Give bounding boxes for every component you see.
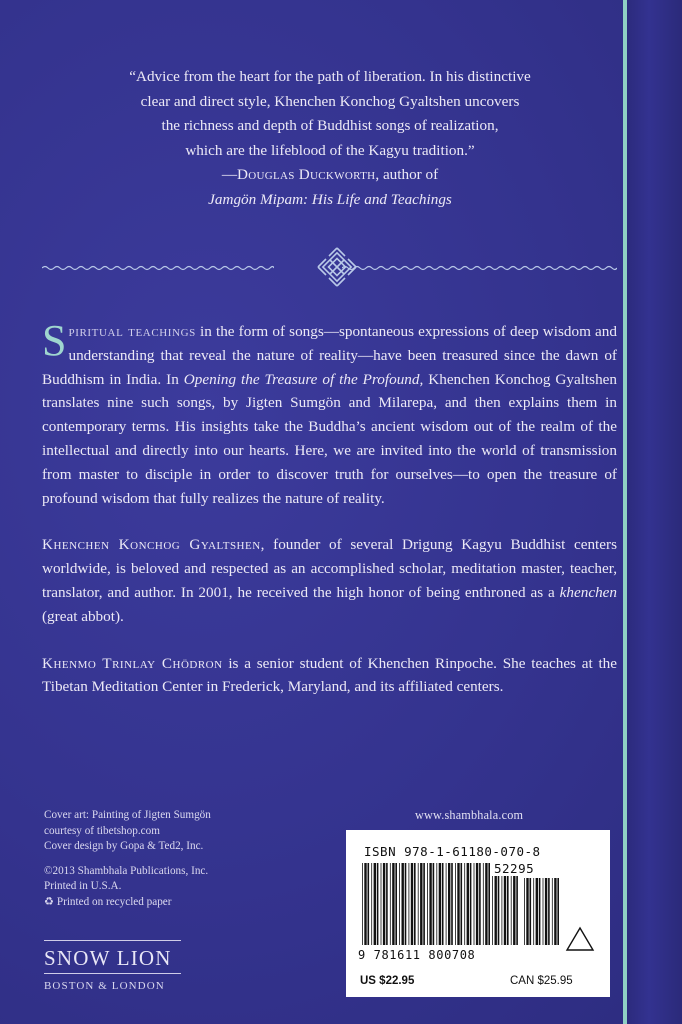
book-title: Opening the Treasure of the Profound,: [183, 370, 424, 388]
endorser-name: Douglas Duckworth: [237, 166, 376, 183]
barcode-bar: [377, 863, 379, 945]
barcode-bar: [420, 863, 422, 945]
wave-rule-right: [342, 265, 617, 271]
barcode-bar: [392, 863, 394, 945]
barcode-bar: [448, 863, 450, 945]
ornamental-divider: [42, 244, 617, 290]
endorsement-quote: [40, 65, 620, 212]
barcode-bar: [402, 863, 404, 945]
copyright-line: ©2013 Shambhala Publications, Inc.: [44, 864, 209, 877]
triangle-icon: [565, 926, 595, 952]
barcode-bar: [362, 863, 363, 945]
logo-rule: [44, 973, 181, 974]
barcode-bar: [470, 863, 472, 945]
barcode-bar: [395, 863, 397, 945]
barcode-bar: [409, 863, 410, 945]
quote-line: “Advice from the heart for the path of liberation. In his distinctive: [129, 68, 531, 85]
barcode-bar: [439, 863, 441, 945]
barcode-bar: [485, 863, 487, 945]
barcode-bar: [474, 863, 475, 945]
printed-line: Printed in U.S.A.: [44, 880, 122, 893]
price-code: 52295: [494, 861, 535, 876]
barcode-bar: [433, 863, 435, 945]
credits-block: [44, 808, 304, 911]
barcode-bar: [427, 863, 428, 945]
barcode-bar: [418, 863, 419, 945]
translator-bio: Khenmo Trinlay Chödron is a senior student of Khenchen Rinpoche. She teaches at the Tibetan Meditation Center in Frederick, Maryland, and its affiliated centers.: [42, 654, 618, 696]
logo-rule: [44, 940, 181, 941]
barcode-bar: [455, 863, 456, 945]
teal-spine-stripe: [623, 0, 627, 1024]
barcode-bar: [371, 863, 372, 945]
barcode-bar: [405, 863, 407, 945]
barcode-bar: [488, 863, 490, 945]
barcode-bar: [464, 863, 465, 945]
barcode-bar: [436, 863, 437, 945]
cover-art-credit: Cover art: Painting of Jigten Sumgön: [44, 809, 211, 821]
barcode-bar: [533, 878, 534, 945]
barcode-bar: [554, 878, 556, 945]
barcode-box: [346, 830, 610, 997]
wave-rule-left: [42, 265, 274, 271]
barcode-bar: [442, 863, 444, 945]
us-price: US $22.95: [360, 975, 415, 987]
book-description: [42, 316, 618, 722]
barcode-bar: [446, 863, 447, 945]
description-paragraph: Spiritual teachings in the form of songs—spontaneous expressions of deep wisdom and understanding that reveal the nature of reality—have been treasured since the dawn of Buddhism in India. In Opening the Treasure of the Profound, Khenchen Konchog Gyaltshen translates nine such songs, by Jigten Sumgön and Milarepa, and then explains them in contemporary terms. His insights take the Buddha’s ancient wisdom out of the realm of the intellectual and directly into our hearts. Here, we are invited into the world of transmission from master to disciple in order to discover truth for ourselves—to open the treasure of profound wisdom that fully realizes the nature of reality.: [42, 316, 618, 507]
publisher-cities: BOSTON & LONDON: [44, 980, 165, 992]
endorser-book: Jamgön Mipam: His Life and Teachings: [208, 190, 452, 208]
barcode-bar: [526, 878, 528, 945]
barcode-bar: [536, 878, 538, 945]
barcode-bar: [457, 863, 459, 945]
barcode-bar: [539, 878, 541, 945]
ean-digits: 9 781611 800708: [358, 948, 476, 962]
courtesy-credit: courtesy of tibetshop.com: [44, 824, 160, 837]
barcode-bar: [423, 863, 425, 945]
barcode-bar: [461, 863, 463, 945]
publisher-name: SNOW LION: [44, 946, 172, 970]
quote-line: clear and direct style, Khenchen Konchog Gyaltshen uncovers: [140, 92, 520, 110]
barcode-bar: [386, 863, 388, 945]
quote-line: which are the lifeblood of the Kagyu tradition.”: [185, 141, 475, 159]
spine-edge-pattern: [627, 0, 682, 1024]
barcode-bar: [381, 863, 382, 945]
barcode-bar: [374, 863, 376, 945]
barcode-bar: [429, 863, 431, 945]
barcode-bar: [399, 863, 400, 945]
can-price: CAN $25.95: [510, 975, 573, 987]
barcode-bar: [383, 863, 385, 945]
barcode-bar: [545, 878, 547, 945]
recycled-line: ♻ Printed on recycled paper: [44, 895, 172, 908]
barcode-bar: [479, 863, 481, 945]
lead-in: piritual teachings: [68, 323, 196, 340]
publisher-website[interactable]: www.shambhala.com: [415, 808, 524, 822]
barcode-bar: [451, 863, 453, 945]
barcode-bar: [524, 878, 525, 945]
author-bio: Khenchen Konchog Gyaltshen, founder of several Drigung Kagyu Buddhist centers worldwide, is beloved and respected as an accomplished scholar, meditation master, teacher, translator, and author. In 2001, he received the high honor of being enthroned as a khenchen (great abbot).: [42, 536, 617, 625]
barcode-bar: [368, 863, 370, 945]
barcode-bar: [467, 863, 469, 945]
drop-cap: S: [42, 316, 67, 365]
price-barcode: [524, 878, 562, 945]
quote-line: the richness and depth of Buddhist songs of realization,: [161, 117, 499, 134]
publisher-logo: [44, 940, 184, 992]
barcode-bar: [483, 863, 484, 945]
barcode-bar: [364, 863, 366, 945]
barcode-bar: [414, 863, 416, 945]
barcode-bar: [411, 863, 413, 945]
barcode-bar: [530, 878, 532, 945]
barcode-bar: [548, 878, 550, 945]
barcode-bar: [552, 878, 553, 945]
barcode-bar: [557, 878, 559, 945]
barcode-bar: [543, 878, 544, 945]
author-name: Khenchen Konchog Gyaltshen: [42, 536, 261, 554]
quote-attribution: —Douglas Duckworth, author of: [221, 166, 439, 183]
barcode-bar: [476, 863, 478, 945]
isbn-text: ISBN 978-1-61180-070-8: [364, 844, 541, 859]
recycle-icon: ♻: [44, 895, 54, 908]
design-credit: Cover design by Gopa & Ted2, Inc.: [44, 840, 204, 853]
barcode-bar: [390, 863, 391, 945]
translator-name: Khenmo Trinlay Chödron: [42, 654, 223, 672]
